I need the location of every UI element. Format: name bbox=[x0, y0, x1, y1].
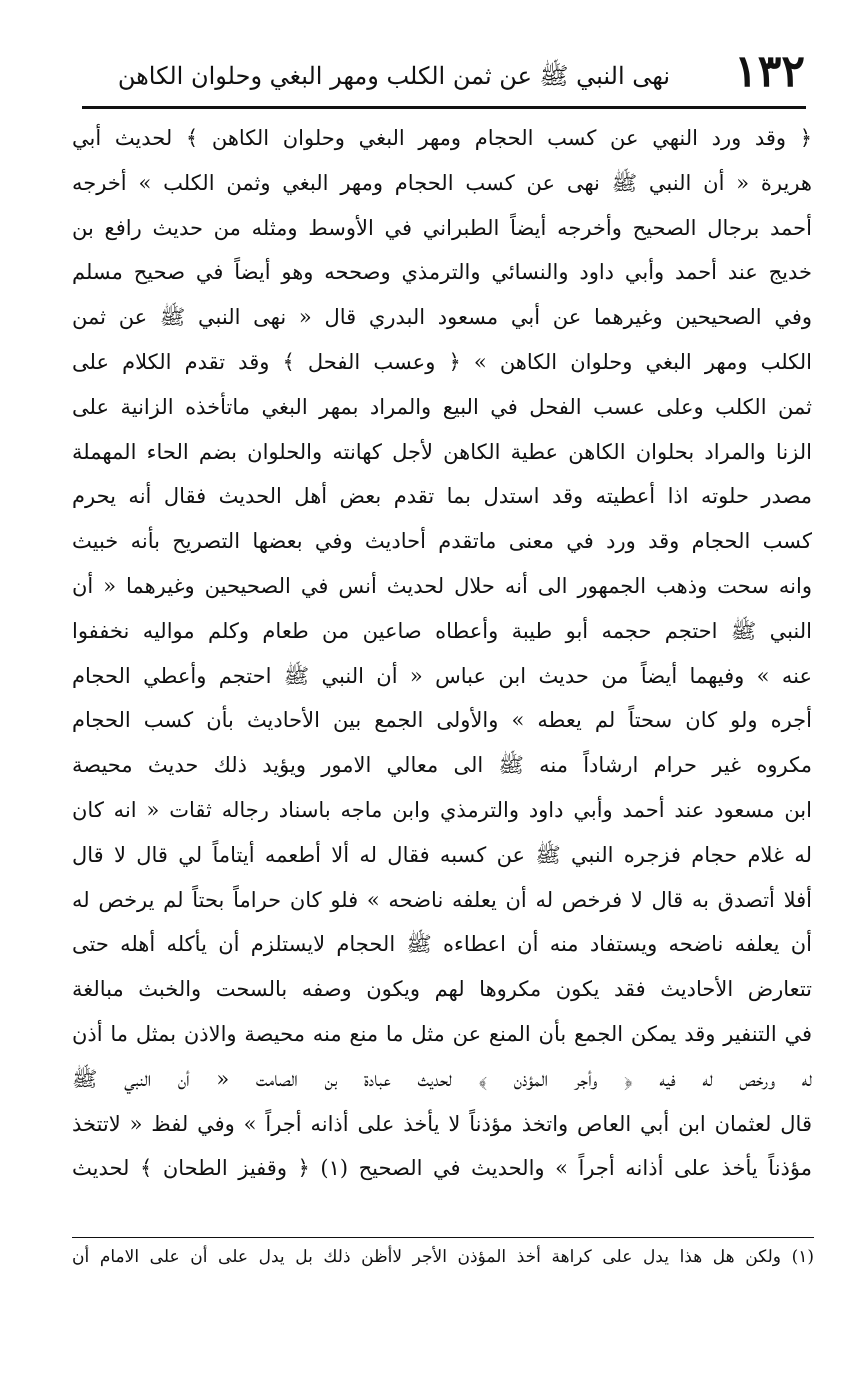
text-line: له غلام حجام فزجره النبي ﷺ عن كسبه فقال له ألا أطعمه أيتاماً لي قال لا قال bbox=[72, 842, 812, 867]
text-line: تتعارض الأحاديث فقد يكون مكروها لهم ويكون وصفه بالسحت والخبث مبالغة bbox=[72, 977, 812, 1002]
text-line: وفي الصحيحين وغيرهما عن أبي مسعود البدري قال « نهى النبي ﷺ عن ثمن bbox=[72, 305, 812, 330]
page-number: ١٣٢ bbox=[734, 46, 805, 97]
text-line: أن يعلفه ناضحه ويستفاد منه أن اعطاءه ﷺ الحجام لايستلزم أن يأكله أهله حتى bbox=[72, 932, 812, 957]
text-line: أفلا أتصدق به قال لا فرخص له أن يعلفه ناضحه » فلو كان حراماً بحتاً لم يرخص له bbox=[72, 887, 812, 912]
text-line: الزنا والمراد بحلوان الكاهن عطية الكاهن لأجل كهانته والحلوان بضم الحاء المهملة bbox=[72, 439, 812, 464]
text-line: قال لعثمان ابن أبي العاص واتخذ مؤذناً لا يأخذ على أذانه أجراً » وفي لفظ « لاتتخذ bbox=[72, 1111, 812, 1136]
text-line: عنه » وفيهما أيضاً من حديث ابن عباس « أن النبي ﷺ احتجم وأعطي الحجام bbox=[72, 663, 812, 688]
text-line: في التنفير وقد يمكن الجمع بأن المنع عن مثل ما منع منه محيصة والاذن بمثل ما أذن bbox=[72, 1021, 812, 1046]
page-header bbox=[80, 44, 805, 104]
text-line: مكروه غير حرام ارشاداً منه ﷺ الى معالي الامور ويؤيد ذلك حديث محيصة bbox=[72, 753, 812, 778]
footnote-rule bbox=[72, 1237, 814, 1238]
text-line: أجره ولو كان سحتاً لم يعطه » والأولى الجمع بين الأحاديث بأن كسب الحجام bbox=[72, 708, 812, 733]
text-line: الكلب ومهر البغي وحلوان الكاهن » ﴿ وعسب الفحل ﴾ وقد تقدم الكلام على bbox=[72, 349, 812, 374]
running-title: نهى النبي ﷺ عن ثمن الكلب ومهر البغي وحلوان الكاهن bbox=[117, 62, 670, 90]
text-line: مؤذناً يأخذ على أذانه أجراً » والحديث في الصحيح (١) ﴿ وقفيز الطحان ﴾ لحديث bbox=[72, 1156, 812, 1181]
text-line: وانه سحت وذهب الجمهور الى أنه حلال لحديث أنس في الصحيحين وغيرهما « أن bbox=[72, 573, 812, 598]
main-text bbox=[72, 116, 812, 1191]
text-line: ثمن الكلب وعلى عسب الفحل في البيع والمراد بمهر البغي ماتأخذه الزانية على bbox=[72, 394, 812, 419]
footnote: (١) ولكن هل هذا يدل على كراهة أخذ المؤذن الأجر لاأظن ذلك بل يدل على أن على الامام أن bbox=[72, 1247, 814, 1267]
text-line: مصدر حلوته اذا أعطيته وقد استدل بما تقدم بعض أهل الحديث فقال أنه يحرم bbox=[72, 484, 812, 509]
text-line: ﴿ وقد ورد النهي عن كسب الحجام ومهر البغي وحلوان الكاهن ﴾ لحديث أبي bbox=[72, 126, 812, 150]
text-line: له ورخص له فيه ﴿ وأجر المؤذن ﴾ لحديث عبادة بن الصامت « أن النبي ﷺ bbox=[72, 1066, 812, 1091]
header-rule bbox=[82, 106, 806, 109]
text-line: خديج عند أحمد وأبي داود والنسائي والترمذي وصححه وهو أيضاً في صحيح مسلم bbox=[72, 260, 812, 285]
text-line: هريرة « أن النبي ﷺ نهى عن كسب الحجام ومهر البغي وثمن الكلب » أخرجه bbox=[72, 170, 812, 195]
text-line: النبي ﷺ احتجم حجمه أبو طيبة وأعطاه صاعين من طعام وكلم مواليه نخففوا bbox=[72, 618, 812, 643]
text-line: أحمد برجال الصحيح وأخرجه أيضاً الطبراني في الأوسط ومثله من حديث رافع بن bbox=[72, 215, 812, 240]
text-line: كسب الحجام وقد ورد في معنى ماتقدم أحاديث وفي بعضها التصريح بأنه خبيث bbox=[72, 529, 812, 554]
text-line: ابن مسعود عند أحمد وأبي داود والترمذي وابن ماجه باسناد رجاله ثقات « انه كان bbox=[72, 797, 812, 822]
